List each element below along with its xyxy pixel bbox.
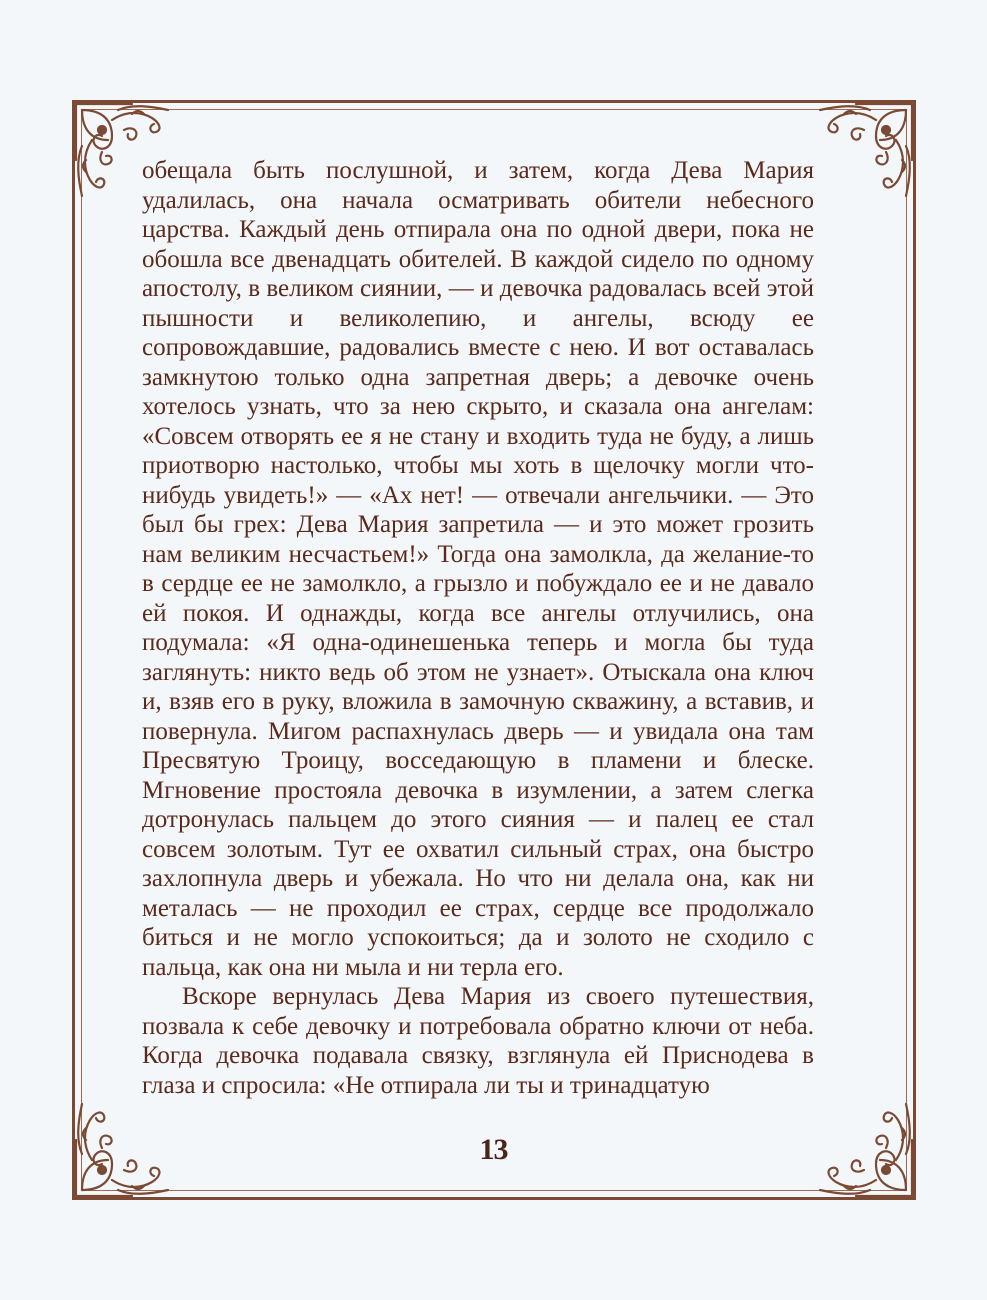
corner-ornament-icon <box>806 100 916 210</box>
page-number: 13 <box>479 1133 508 1166</box>
story-text <box>142 156 814 1100</box>
paragraph: обещала быть послушной, и затем, когда Дева Мария удалилась, она начала осматривать обители небесного царства. Каждый день отпирала она по одной двери, пока не обошла все двенадцать обителей. В каждой сидело по одному апостолу, в великом сиянии, — и девочка радовалась всей этой пышности и великолепию, и ангелы, всюду ее сопровождавшие, радовались вместе с нею. И вот оставалась замкнутою только одна запретная дверь; а девочке очень хотелось узнать, что за нею скрыто, и сказала она ангелам: «Совсем отворять ее я не стану и входить туда не буду, а лишь приотворю настолько, чтобы мы хоть в щелочку могли что-нибудь увидеть!» — «Ах нет! — отвечали ангельчики. — Это был бы грех: Дева Мария запретила — и это может грозить нам великим несчастьем!» Тогда она замолкла, да желание-то в сердце ее не замолкло, а грызло и побуждало ее и не давало ей покоя. И однажды, когда все ангелы отлучились, она подумала: «Я одна-одинешенька теперь и могла бы туда заглянуть: никто ведь об этом не узнает». Отыскала она ключ и, взяв его в руку, вложила в замочную скважину, а вставив, и повернула. Мигом распахнулась дверь — и увидала она там Пресвятую Троицу, восседающую в пламени и блеске. Мгновение простояла девочка в изумлении, а затем слегка дотронулась пальцем до этого сияния — и палец ее стал совсем золотым. Тут ее охватил сильный страх, она быстро захлопнула дверь и убежала. Но что ни делала она, как ни металась — не проходил ее страх, сердце все продолжало биться и не могло успокоиться; да и золото не сходило с пальца, как она ни мыла и ни терла его. <box>142 157 814 981</box>
paragraph: Вскоре вернулась Дева Мария из своего путешествия, позвала к себе девочку и потребовала обратно ключи от неба. Когда девочка подавала связку, взглянула ей Приснодева в глаза и спросила: «Не отпирала ли ты и тринадцатую <box>142 983 814 1099</box>
